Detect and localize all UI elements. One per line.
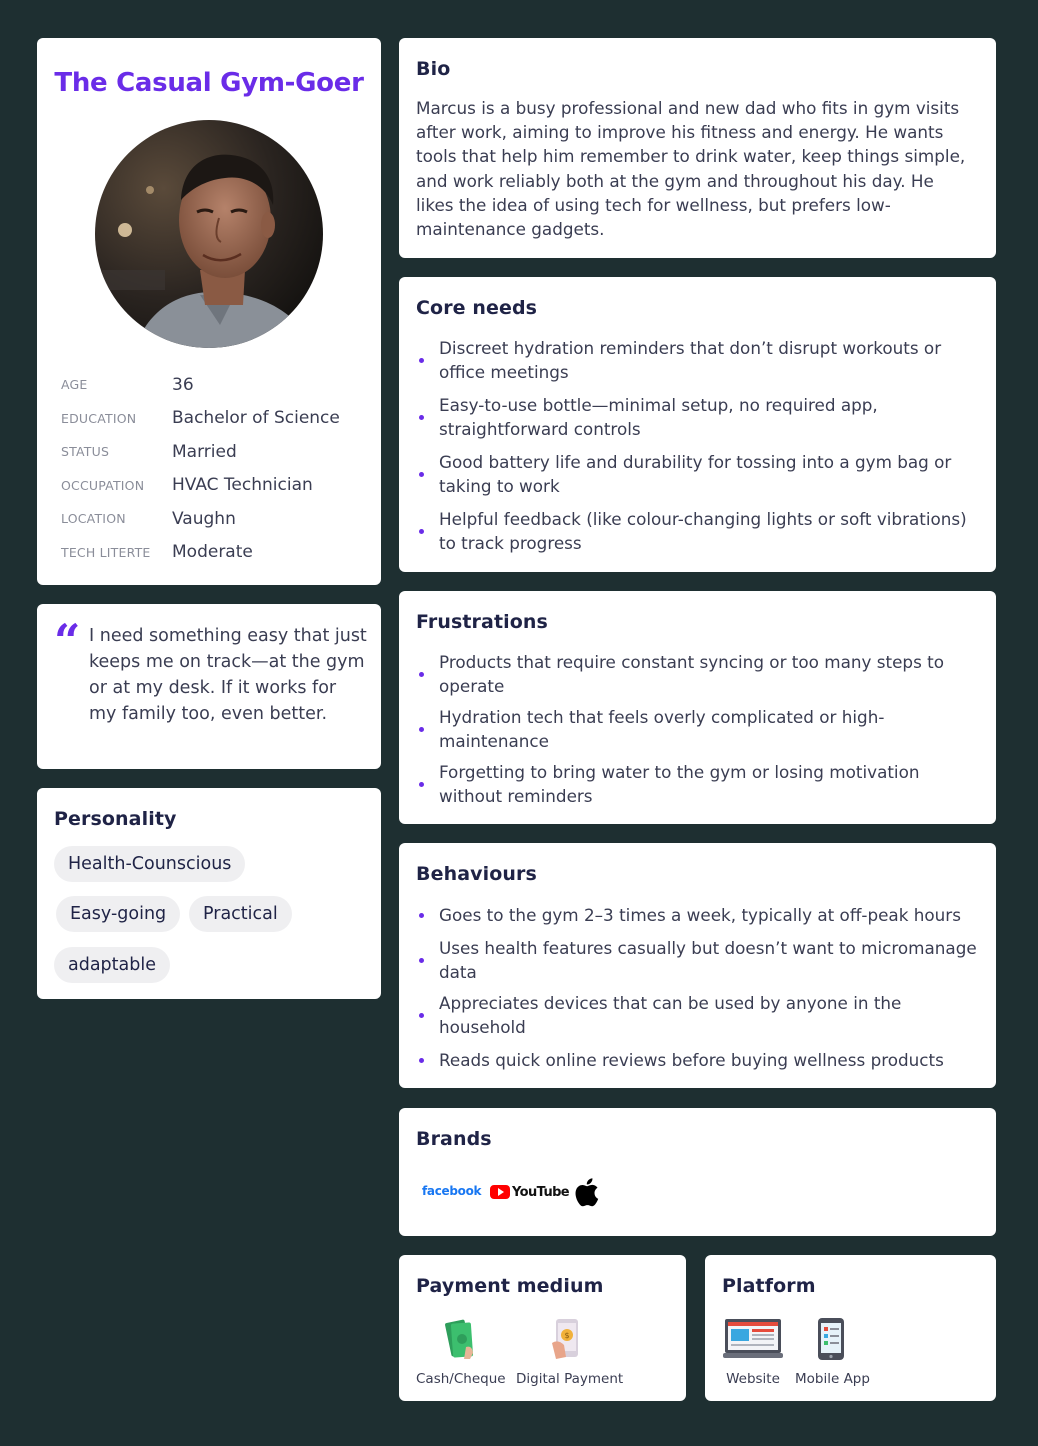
- trait-chip: Health-Counscious: [54, 846, 245, 882]
- avatar-image: [95, 120, 323, 348]
- quote-card: [37, 604, 381, 769]
- bullet-icon: [419, 958, 424, 963]
- list-item: [416, 650, 981, 698]
- brands-card: [399, 1108, 996, 1236]
- info-row-location: [61, 502, 361, 536]
- bio-text: Marcus is a busy professional and new dad who fits in gym visits after work, aiming to improve his fitness and energy. He wants tools that help him remember to drink water, keep things simple, and work reliably both at the gym and throughout his day. He likes the idea of using tech for wellness, but prefers low-maintenance gadgets.: [416, 98, 966, 240]
- bullet-icon: [419, 1058, 424, 1063]
- brands-title: Brands: [416, 1128, 492, 1150]
- apple-logo-icon: [573, 1176, 599, 1208]
- list-item-text: Appreciates devices that can be used by anyone in the household: [439, 993, 902, 1037]
- list-item: [416, 336, 981, 384]
- info-value: Bachelor of Science: [172, 408, 340, 429]
- bullet-icon: [419, 782, 424, 787]
- list-item-text: Discreet hydration reminders that don’t disrupt workouts or office meetings: [439, 338, 942, 382]
- list-item-text: Uses health features casually but doesn’t want to micromanage data: [439, 938, 977, 982]
- list-item-text: Hydration tech that feels overly complicated or high-maintenance: [439, 707, 885, 751]
- list-item: [416, 991, 981, 1039]
- list-item: [416, 903, 981, 927]
- digital-payment-icon: [546, 1317, 586, 1361]
- bullet-icon: [419, 727, 424, 732]
- info-value: Married: [172, 441, 237, 462]
- behaviours-list: [416, 903, 981, 1072]
- svg-text:$: $: [564, 1331, 570, 1340]
- bullet-icon: [419, 1013, 424, 1018]
- list-item: [416, 936, 981, 984]
- core-needs-title: Core needs: [416, 297, 538, 319]
- phone-icon: [816, 1317, 846, 1361]
- list-item: [416, 705, 981, 753]
- bullet-icon: [419, 358, 424, 363]
- platform-title: Platform: [722, 1275, 816, 1297]
- list-item-text: Forgetting to bring water to the gym or losing motivation without reminders: [439, 762, 920, 806]
- payment-card: [399, 1255, 686, 1401]
- platform-item-mobile: [795, 1317, 870, 1387]
- info-label: OCCUPATION: [61, 477, 145, 493]
- avatar: [95, 120, 323, 348]
- quote-text: I need something easy that just keeps me on track—at the gym or at my desk. If it works for my family too, even better.: [89, 626, 367, 724]
- list-item: [416, 760, 981, 808]
- frustrations-list: [416, 650, 981, 808]
- payment-item-digital: [516, 1317, 624, 1387]
- info-row-occupation: [61, 469, 361, 503]
- info-value: Vaughn: [172, 508, 236, 529]
- core-needs-card: [399, 277, 996, 572]
- info-label: TECH LITERTE: [61, 544, 151, 560]
- trait-chip: Practical: [189, 896, 292, 932]
- trait-chip: adaptable: [54, 947, 170, 983]
- platform-label: Mobile App: [795, 1371, 870, 1387]
- list-item-text: Helpful feedback (like colour-changing lights or soft vibrations) to track progress: [439, 509, 967, 553]
- bullet-icon: [419, 529, 424, 534]
- list-item-text: Easy-to-use bottle—minimal setup, no required app, straightforward controls: [439, 395, 878, 439]
- cash-icon: [440, 1317, 480, 1361]
- payment-item-cash: [416, 1317, 504, 1387]
- list-item: [416, 507, 981, 555]
- info-label: AGE: [61, 377, 88, 393]
- behaviours-title: Behaviours: [416, 863, 537, 885]
- core-needs-list: [416, 336, 981, 555]
- platform-item-website: [722, 1317, 784, 1387]
- list-item-text: Good battery life and durability for tossing into a gym bag or taking to work: [439, 452, 952, 496]
- info-row-age: [61, 368, 361, 402]
- bio-title: Bio: [416, 58, 451, 80]
- list-item: [416, 450, 981, 498]
- info-value: Moderate: [172, 542, 253, 563]
- youtube-wordmark: YouTube: [512, 1184, 570, 1200]
- info-value: HVAC Technician: [172, 475, 313, 496]
- platform-label: Website: [726, 1371, 780, 1387]
- list-item: [416, 1048, 981, 1072]
- behaviours-card: [399, 843, 996, 1088]
- bio-card: [399, 38, 996, 258]
- list-item: [416, 393, 981, 441]
- facebook-logo: facebook: [422, 1184, 482, 1198]
- personality-card: [37, 788, 381, 999]
- bullet-icon: [419, 913, 424, 918]
- list-item-text: Reads quick online reviews before buying wellness products: [439, 1050, 944, 1070]
- info-label: LOCATION: [61, 511, 126, 527]
- persona-name: The Casual Gym-Goer: [54, 68, 364, 98]
- frustrations-title: Frustrations: [416, 611, 548, 633]
- payment-label: Digital Payment: [516, 1371, 624, 1387]
- trait-chip: Easy-going: [56, 896, 180, 932]
- payment-title: Payment medium: [416, 1275, 604, 1297]
- bullet-icon: [419, 672, 424, 677]
- personality-title: Personality: [54, 808, 177, 830]
- info-label: EDUCATION: [61, 410, 137, 426]
- list-item-text: Goes to the gym 2–3 times a week, typically at off-peak hours: [439, 905, 961, 925]
- bullet-icon: [419, 472, 424, 477]
- profile-card: [37, 38, 381, 585]
- info-value: 36: [172, 374, 194, 395]
- platform-card: [705, 1255, 996, 1401]
- info-row-tech-literacy: [61, 536, 361, 570]
- youtube-logo: [490, 1184, 569, 1200]
- info-row-education: [61, 402, 361, 436]
- bullet-icon: [419, 415, 424, 420]
- youtube-play-icon: [490, 1185, 510, 1199]
- info-table: [61, 368, 361, 569]
- frustrations-card: [399, 591, 996, 824]
- payment-label: Cash/Cheque: [416, 1371, 506, 1387]
- list-item-text: Products that require constant syncing or too many steps to operate: [439, 652, 945, 696]
- quote-mark-icon: “: [54, 614, 81, 668]
- info-row-status: [61, 435, 361, 469]
- info-label: STATUS: [61, 444, 110, 460]
- laptop-icon: [723, 1317, 783, 1361]
